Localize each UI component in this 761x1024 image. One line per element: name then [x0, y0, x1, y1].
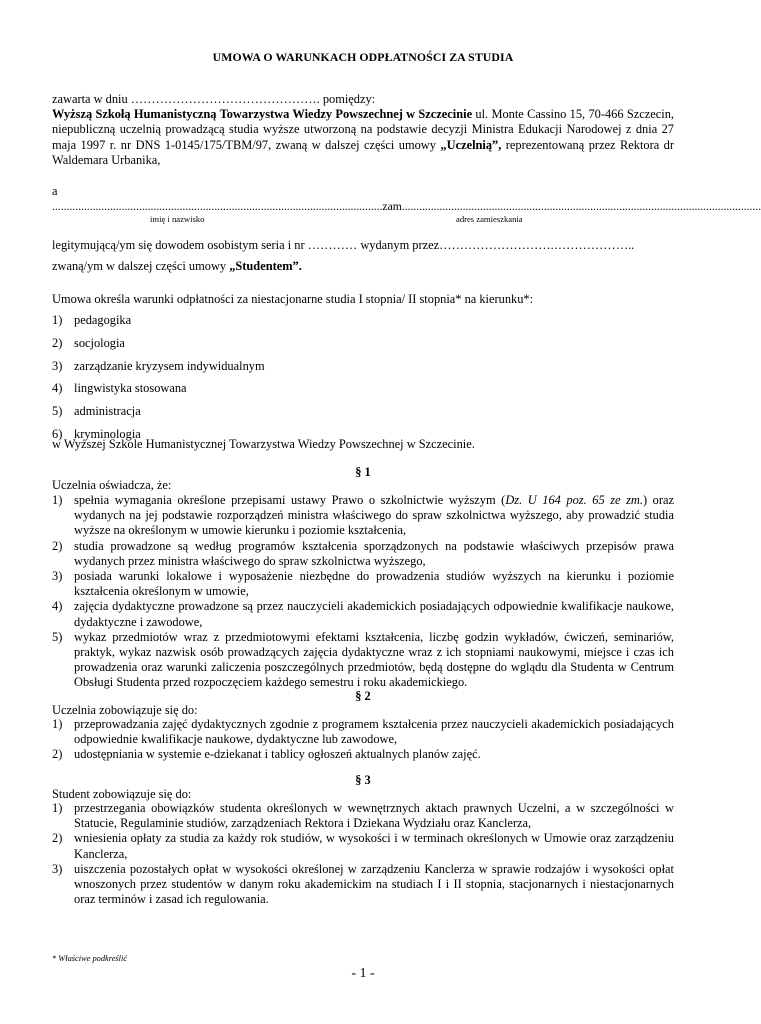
list-item: 1) pedagogika	[52, 313, 132, 327]
legal-citation: Dz. U 164 poz. 65 ze zm.	[505, 493, 643, 507]
name-field-label: imię i nazwisko	[150, 214, 205, 224]
list-item: 5) administracja	[52, 404, 141, 419]
field-of-study-list	[52, 313, 674, 450]
document-title: UMOWA O WARUNKACH ODPŁATNOŚCI ZA STUDIA	[212, 50, 514, 64]
id-document-line: legitymującą/ym się dowodem osobistym seria i nr ………… wydanym przez……………………….………………..	[52, 238, 635, 252]
section-2-heading: § 2	[355, 689, 371, 703]
student-term-line: zwaną/ym w dalszej części umowy „Studentem”.	[52, 259, 302, 273]
list-item: 5) wykaz przedmiotów wraz z przedmiotowymi efektami kształcenia, liczbę godzin wykładów, ćwiczeń, seminariów, praktyk, wykaz nazwisk osób prowadzących zajęcia dydaktyczne wraz z ich stopniami naukowymi, miejsce i czas ich prowadzenia oraz warunki zaliczenia poszczególnych przedmiotów, będą dostępne do wglądu dla Studenta w Centrum Obsługi Studenta przed rozpoczęciem każdego semestru i roku akademickiego.	[52, 629, 674, 690]
section-2-list	[52, 717, 674, 763]
contract-intro	[52, 92, 674, 168]
section-2-lead: Uczelnia zobowiązuje się do:	[52, 703, 198, 717]
list-item: 1) spełnia wymagania określone przepisami ustawy Prawo o szkolnictwie wyższym (Dz. U 164 poz. 65 ze zm.) oraz wydanych na jej podstawie rozporządzeń ministra właściwego do spraw szkolnictwa wyższego, aby prowadzić studia wyższe na określonym w umowie kierunku i poziomie kształcenia,	[52, 493, 674, 538]
address-field-label: adres zamieszkania	[456, 214, 523, 224]
scope-text: Umowa określa warunki odpłatności za niestacjonarne studia I stopnia/ II stopnia* na kierunku*:	[52, 292, 534, 306]
list-item: 6) kryminologia	[52, 426, 141, 441]
list-item: 3) uiszczenia pozostałych opłat w wysokości określonej w zarządzeniu Kanclerza w sprawie rodzajów i wysokości opłat wnoszonych przez studentów w danym roku akademickim na studiach I i II stopnia, stacjonarnych i niestacjonarnych oraz terminów i zasad ich regulowania.	[52, 861, 674, 907]
section-3-list	[52, 801, 674, 907]
list-item: 3) posiada warunki lokalowe i wyposażenie niezbędne do prowadzenia studiów wyższych na kierunku i poziomie kształcenia określonym w umowie,	[52, 569, 674, 599]
list-item: 4) zajęcia dydaktyczne prowadzone są przez nauczycieli akademickich posiadających odpowiednie kwalifikacje naukowe, dydaktyczne i zawodowe,	[52, 599, 674, 629]
scope-closing: w Wyższej Szkole Humanistycznej Towarzystwa Wiedzy Powszechnej w Szczecinie.	[52, 437, 475, 451]
university-name: Wyższą Szkołą Humanistyczną Towarzystwa Wiedzy Powszechnej w Szczecinie	[52, 107, 473, 122]
section-3-heading: § 3	[355, 773, 371, 787]
contract-date-line: zawarta w dniu ………………………………………. pomiędzy:	[52, 92, 376, 106]
uczelnia-term: „Uczelnią”,	[440, 137, 502, 152]
student-term: „Studentem”.	[229, 259, 302, 273]
list-item: 3) zarządzanie kryzysem indywidualnym	[52, 358, 265, 373]
footnote: * Właściwe podkreślić	[52, 954, 128, 963]
list-item: 2) wniesienia opłaty za studia za każdy rok studiów, w wysokości i w terminach określonych w Umowie oraz zarządzeniu Kanclerza,	[52, 831, 674, 861]
university-description: Wyższą Szkołą Humanistyczną Towarzystwa Wiedzy Powszechnej w Szczecinie ul. Monte Cassino 15, 70-466 Szczecin, niepubliczną uczelnią prowadzącą studia wyższe utworzoną na podstawie decyzji Ministra Edukacji Narodowej z dnia 27 maja 1997 r. nr DNS 1-0145/175/TBM/97, zwaną w dalszej części umowy „Uczelnią”, reprezentowaną przez Rektora dr Waldemara Urbanika,	[52, 107, 674, 167]
list-item: 1) przeprowadzania zajęć dydaktycznych zgodnie z programem kształcenia przez nauczycieli akademickich posiadających odpowiednie kwalifikacje naukowe, dydaktyczne lub zawodowe,	[52, 717, 674, 747]
list-item: 2) studia prowadzone są według programów kształcenia sporządzonych na podstawie właściwych przepisów prawa wydanych przez ministra właściwego do spraw szkolnictwa wyższego,	[52, 538, 674, 568]
list-item: 2) socjologia	[52, 335, 125, 350]
section-1-list	[52, 493, 674, 691]
list-item: 2) udostępniania w systemie e-dziekanat i tablicy ogłoszeń aktualnych planów zajęć.	[52, 747, 481, 762]
section-1-heading: § 1	[355, 465, 371, 479]
section-1-lead: Uczelnia oświadcza, że:	[52, 478, 172, 492]
page-number: - 1 -	[351, 966, 375, 981]
section-3-lead: Student zobowiązuje się do:	[52, 787, 192, 801]
student-details-line: ..................................................................................................................zam............................................................................................................................	[52, 200, 761, 213]
list-item: 1) przestrzegania obowiązków studenta określonych w wewnętrznych aktach prawnych Uczelni, a w szczególności w Statucie, Regulaminie studiów, zarządzeniach Rektora i Dziekana Wydziału oraz Kanclerza,	[52, 801, 674, 831]
party-a-marker: a	[52, 184, 58, 198]
list-item: 4) lingwistyka stosowana	[52, 381, 187, 396]
